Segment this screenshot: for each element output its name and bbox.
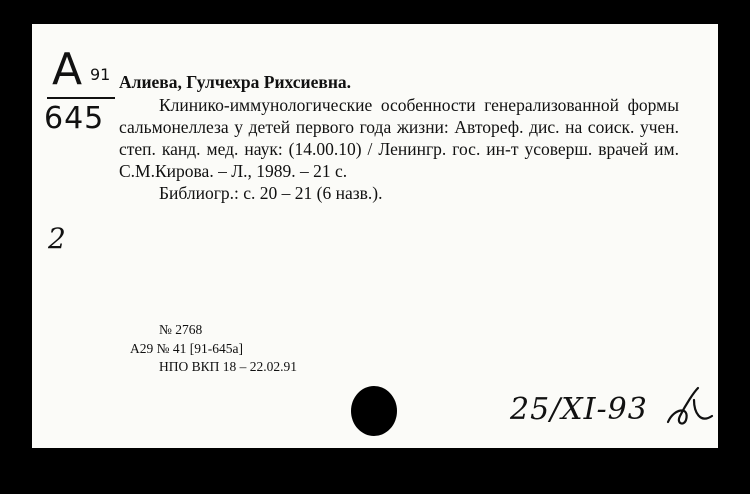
stamp-line-3: НПО ВКП 18 – 22.02.91 [159, 359, 298, 374]
call-number-bottom: 645 [44, 101, 105, 136]
handwritten-initial [664, 386, 714, 428]
call-number-top-digits: 91 [90, 65, 111, 84]
entry-description: Клинико-иммунологические особенности генерализованной формы сальмонеллеза у детей первого года жизни: Автореф. дис. на соиск. учен. степ. канд. мед. наук: (14.00.10) / Ленингр. гос. ин-т усоверш. врачей им. С.М.Кирова. – Л., 1989. – 21 с. [119, 95, 679, 181]
call-number-letter: А [52, 44, 81, 95]
catalog-card [32, 24, 718, 448]
handwritten-date: 25/XI-93 [510, 392, 648, 427]
bibliographic-entry [119, 71, 679, 204]
call-number-top [52, 44, 81, 95]
margin-mark: 2 [48, 222, 66, 255]
stamp-line-1: № 2768 [159, 322, 203, 337]
stamp-line-2: А29 № 41 [91-645а] [130, 341, 243, 356]
call-number-divider [47, 97, 115, 99]
author-heading: Алиева, Гулчехра Рихсиевна. [119, 72, 352, 92]
ink-blot [351, 386, 397, 436]
bibliography-note: Библиогр.: с. 20 – 21 (6 назв.). [159, 183, 383, 203]
